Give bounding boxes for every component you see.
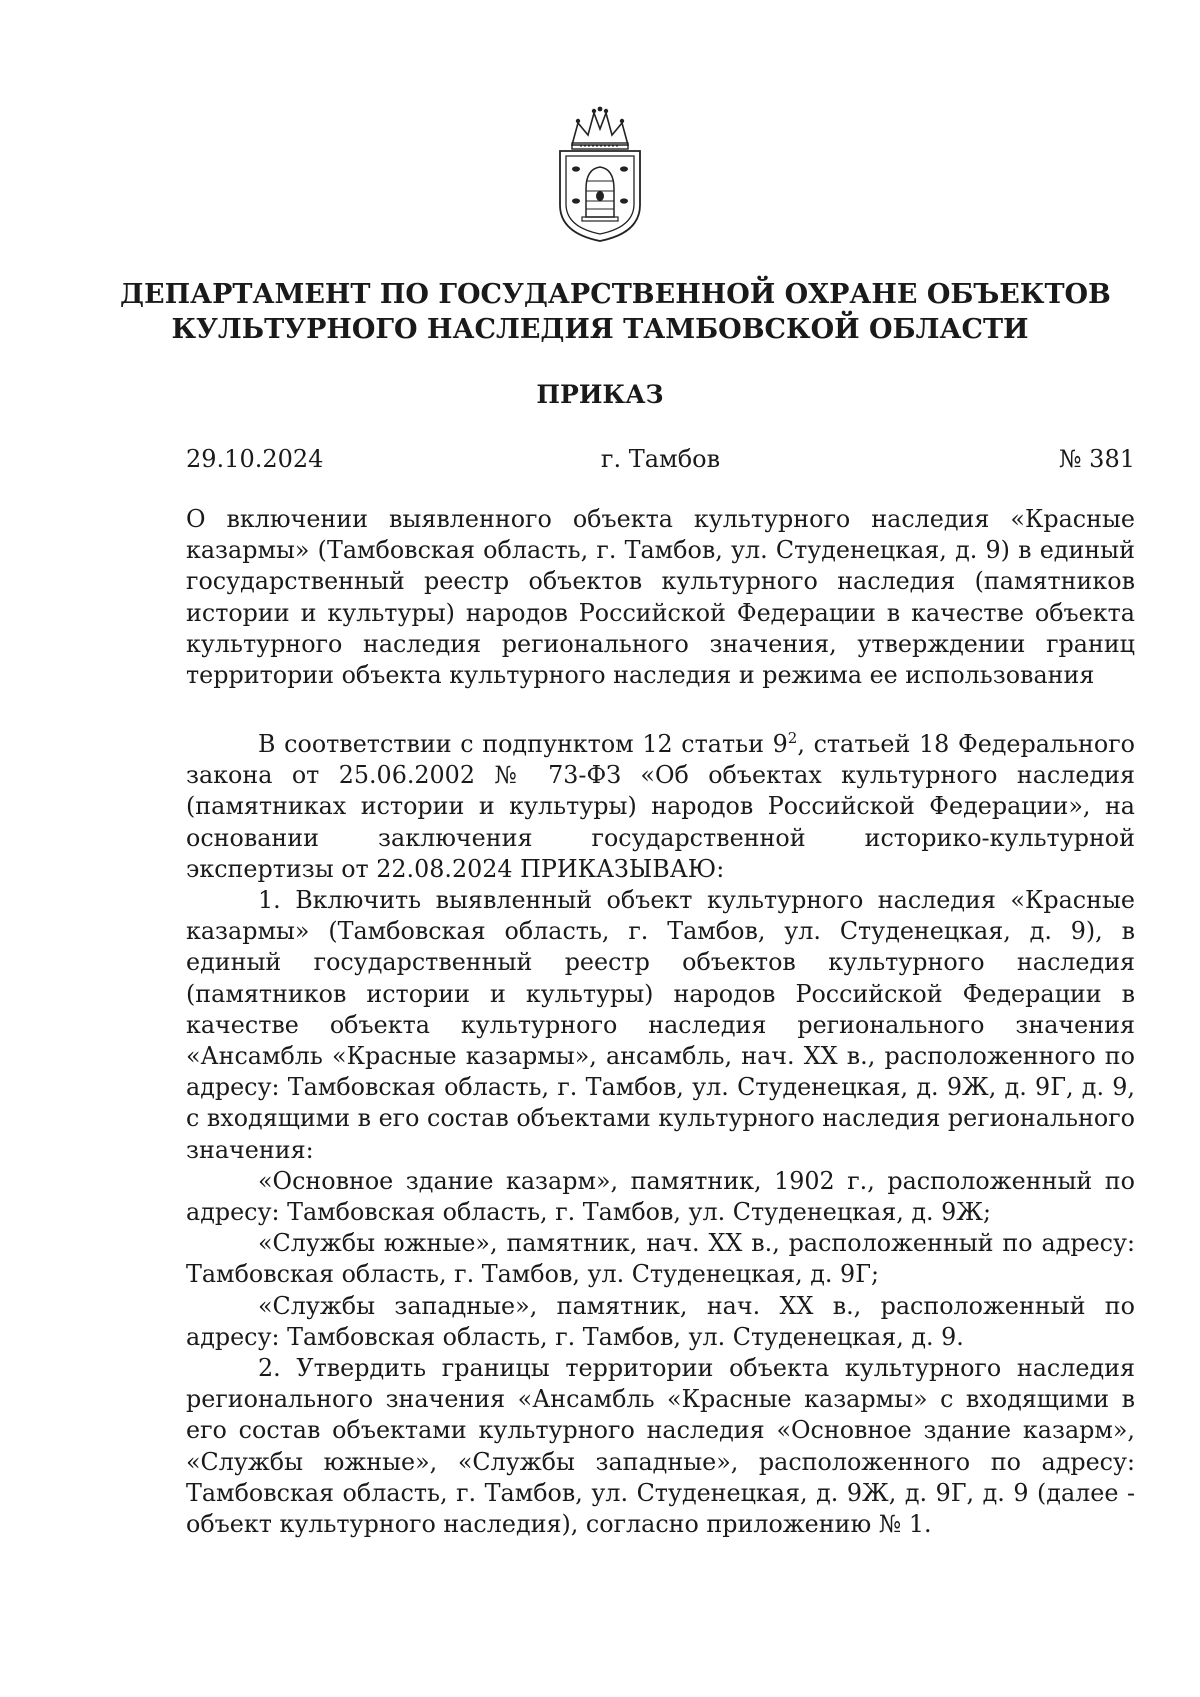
document-number: № 381 bbox=[1058, 445, 1135, 473]
document-subject bbox=[186, 504, 1135, 691]
coat-of-arms-icon bbox=[550, 105, 650, 245]
document-body bbox=[186, 729, 1135, 1540]
preamble-superscript: 2 bbox=[787, 729, 798, 748]
item-2-paragraph: 2. Утвердить границы территории объекта культурного наследия регионального значения «Ансамбль «Красные казармы» с входящими в его состав объектами культурного наследия «Основное здание казарм», «Службы южные», «Службы западные», расположенного по адресу: Тамбовская область, г. Тамбов, ул. Студенецкая, д. 9Ж, д. 9Г, д. 9 (далее - объект культурного наследия), согласно приложению № 1. bbox=[186, 1354, 1135, 1539]
object-west-services-paragraph: «Службы западные», памятник, нач. XX в., расположенный по адресу: Тамбовская область, г. Тамбов, ул. Студенецкая, д. 9. bbox=[186, 1291, 1135, 1351]
object-main-building-paragraph: «Основное здание казарм», памятник, 1902 г., расположенный по адресу: Тамбовская область, г. Тамбов, ул. Студенецкая, д. 9Ж; bbox=[186, 1166, 1135, 1227]
department-heading bbox=[120, 277, 1111, 347]
department-line-1: ДЕПАРТАМЕНТ ПО ГОСУДАРСТВЕННОЙ ОХРАНЕ ОБЪЕКТОВ bbox=[120, 279, 1111, 310]
preamble-part-1: В соответствии с подпунктом 12 статьи 9 bbox=[258, 730, 788, 758]
department-line-2: КУЛЬТУРНОГО НАСЛЕДИЯ ТАМБОВСКОЙ ОБЛАСТИ bbox=[171, 314, 1029, 345]
preamble-paragraph bbox=[186, 729, 1135, 885]
document-date: 29.10.2024 bbox=[186, 445, 324, 473]
document-city: г. Тамбов bbox=[600, 445, 721, 473]
document-type: ПРИКАЗ bbox=[536, 380, 664, 409]
object-south-services-paragraph: «Службы южные», памятник, нач. XX в., расположенный по адресу: Тамбовская область, г. Тамбов, ул. Студенецкая, д. 9Г; bbox=[186, 1229, 1135, 1289]
preamble-part-2: , статьей 18 Федерального закона от 25.06.2002 № 73-ФЗ «Об объектах культурного наследия (памятниках истории и культуры) народов Российской Федерации», на основании заключения государственной историко-культурной экспертизы от 22.08.2024 ПРИКАЗЫВАЮ: bbox=[186, 730, 1135, 883]
subject-paragraph: О включении выявленного объекта культурного наследия «Красные казармы» (Тамбовская область, г. Тамбов, ул. Студенецкая, д. 9) в единый государственный реестр объектов культурного наследия (памятников истории и культуры) народов Российской Федерации в качестве объекта культурного наследия регионального значения, утверждении границ территории объекта культурного наследия и режима ее использования bbox=[186, 505, 1135, 690]
item-1-paragraph: 1. Включить выявленный объект культурного наследия «Красные казармы» (Тамбовская область, г. Тамбов, ул. Студенецкая, д. 9), в единый государственный реестр объектов культурного наследия (памятников истории и культуры) народов Российской Федерации в качестве объекта культурного наследия регионального значения «Ансамбль «Красные казармы», ансамбль, нач. XX в., расположенного по адресу: Тамбовская область, г. Тамбов, ул. Студенецкая, д. 9Ж, д. 9Г, д. 9, с входящими в его состав объектами культурного наследия регионального значения: bbox=[186, 886, 1135, 1164]
